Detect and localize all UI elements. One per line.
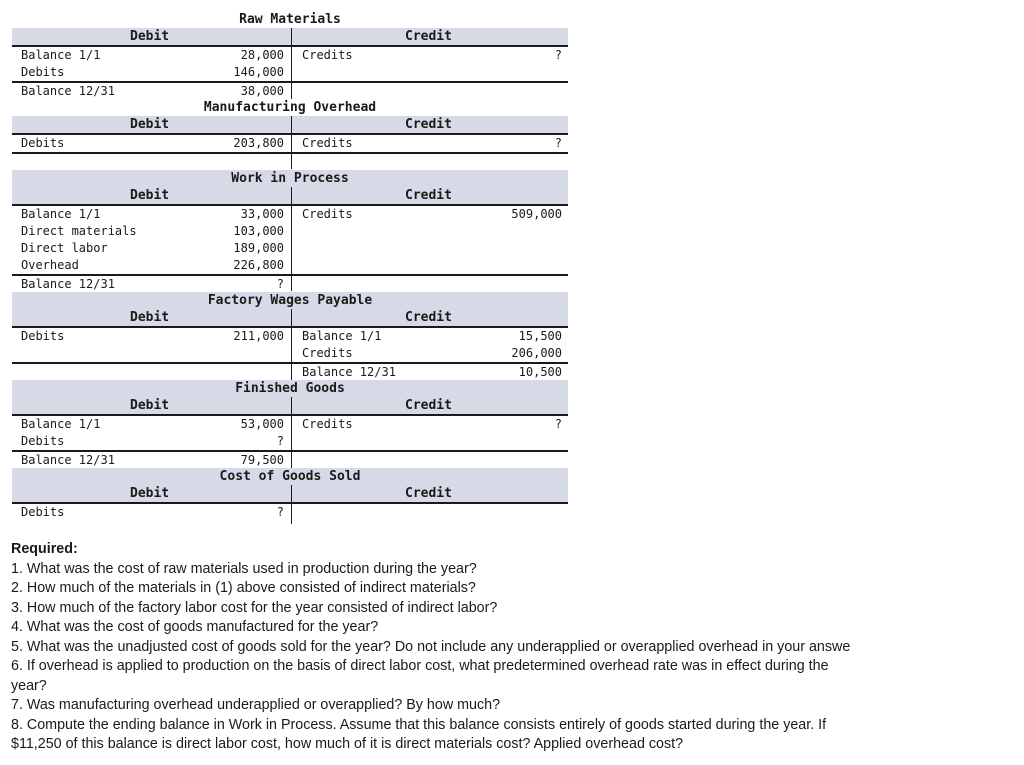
debit-desc: Debits — [21, 136, 65, 150]
debit-amount: 203,800 — [233, 136, 284, 150]
account-header — [12, 397, 568, 414]
credit-amount: 206,000 — [511, 346, 562, 360]
debit-label: Debit — [130, 29, 170, 44]
debit-amount: 38,000 — [240, 84, 284, 98]
credit-desc: Credits — [302, 48, 353, 62]
debit-amount: 226,800 — [233, 258, 284, 272]
t-vertical-line — [291, 309, 292, 381]
debit-amount: 189,000 — [233, 241, 284, 255]
t-account-cost-of-goods-sold — [12, 468, 568, 524]
question-5: 5. What was the unadjusted cost of goods sold for the year? Do not include any underapplied or overapplied overhead in your answe — [11, 638, 851, 655]
debit-desc: Balance 1/1 — [21, 417, 101, 431]
account-title: Finished Goods — [12, 380, 568, 397]
account-title: Manufacturing Overhead — [12, 99, 568, 116]
t-vertical-line — [291, 116, 292, 169]
debit-desc: Balance 12/31 — [21, 453, 115, 467]
header-rule — [12, 502, 568, 504]
debit-desc: Debits — [21, 65, 65, 79]
required-section — [11, 540, 1024, 755]
debit-label: Debit — [130, 117, 170, 132]
total-rule — [12, 152, 568, 154]
question-8: 8. Compute the ending balance in Work in Process. Assume that this balance consists entirely of goods started during the year. If — [11, 716, 827, 733]
t-account-raw-materials — [12, 11, 568, 100]
debit-amount: 211,000 — [233, 329, 284, 343]
account-title: Work in Process — [12, 170, 568, 187]
credit-label: Credit — [405, 398, 452, 413]
debit-amount: 33,000 — [240, 207, 284, 221]
debit-desc: Balance 12/31 — [21, 277, 115, 291]
t-account-manufacturing-overhead — [12, 99, 568, 169]
debit-amount: 79,500 — [240, 453, 284, 467]
debit-amount: 146,000 — [233, 65, 284, 79]
question-6: 6. If overhead is applied to production on the basis of direct labor cost, what predetermined overhead rate was in effect during the — [11, 658, 829, 674]
credit-desc: Credits — [302, 207, 353, 221]
header-rule — [12, 326, 568, 328]
t-vertical-line — [291, 397, 292, 469]
account-header — [12, 187, 568, 204]
required-heading: Required: — [11, 541, 78, 557]
credit-desc: Balance 12/31 — [302, 365, 396, 379]
credit-amount: 509,000 — [511, 207, 562, 221]
question-3: 3. How much of the factory labor cost for the year consisted of indirect labor? — [11, 599, 498, 616]
account-header — [12, 28, 568, 45]
credit-label: Credit — [405, 29, 452, 44]
credit-desc: Credits — [302, 346, 353, 360]
debit-desc: Balance 1/1 — [21, 48, 101, 62]
debit-amount: 53,000 — [240, 417, 284, 431]
question-8-continued: $11,250 of this balance is direct labor cost, how much of it is direct materials cost? Applied overhead cost? — [11, 736, 684, 752]
credit-desc: Credits — [302, 136, 353, 150]
credit-label: Credit — [405, 486, 452, 501]
debit-label: Debit — [130, 486, 170, 501]
question-2: 2. How much of the materials in (1) above consisted of indirect materials? — [11, 580, 476, 596]
debit-desc: Balance 1/1 — [21, 207, 101, 221]
question-7: 7. Was manufacturing overhead underapplied or overapplied? By how much? — [11, 697, 501, 713]
credit-amount: ? — [554, 136, 562, 150]
t-account-finished-goods — [12, 380, 568, 469]
account-header — [12, 485, 568, 502]
credit-desc: Balance 1/1 — [302, 329, 382, 343]
debit-label: Debit — [130, 188, 170, 203]
account-title: Factory Wages Payable — [12, 292, 568, 309]
question-4: 4. What was the cost of goods manufactured for the year? — [11, 619, 379, 635]
debit-desc: Debits — [21, 329, 65, 343]
debit-desc: Balance 12/31 — [21, 84, 115, 98]
debit-label: Debit — [130, 398, 170, 413]
debit-desc: Direct labor — [21, 241, 108, 255]
t-vertical-line — [291, 485, 292, 524]
credit-amount: 15,500 — [518, 329, 562, 343]
debit-amount: ? — [276, 505, 284, 519]
debit-desc: Debits — [21, 505, 65, 519]
debit-desc: Overhead — [21, 258, 79, 272]
credit-amount: 10,500 — [518, 365, 562, 379]
debit-amount: ? — [276, 277, 284, 291]
account-header — [12, 309, 568, 326]
t-account-work-in-process — [12, 170, 568, 291]
debit-label: Debit — [130, 310, 170, 325]
credit-amount: ? — [554, 48, 562, 62]
credit-label: Credit — [405, 117, 452, 132]
t-account-factory-wages-payable — [12, 292, 568, 381]
total-rule — [12, 362, 568, 364]
debit-desc: Debits — [21, 434, 65, 448]
credit-desc: Credits — [302, 417, 353, 431]
debit-desc: Direct materials — [21, 224, 137, 238]
debit-amount: 103,000 — [233, 224, 284, 238]
question-6-continued: year? — [11, 677, 47, 694]
credit-amount: ? — [554, 417, 562, 431]
account-title: Cost of Goods Sold — [12, 468, 568, 485]
header-rule — [12, 133, 568, 135]
account-title: Raw Materials — [12, 11, 568, 28]
account-header — [12, 116, 568, 133]
credit-label: Credit — [405, 188, 452, 203]
debit-amount: ? — [276, 434, 284, 448]
debit-amount: 28,000 — [240, 48, 284, 62]
t-vertical-line — [291, 28, 292, 100]
credit-label: Credit — [405, 310, 452, 325]
question-1: 1. What was the cost of raw materials used in production during the year? — [11, 560, 477, 577]
